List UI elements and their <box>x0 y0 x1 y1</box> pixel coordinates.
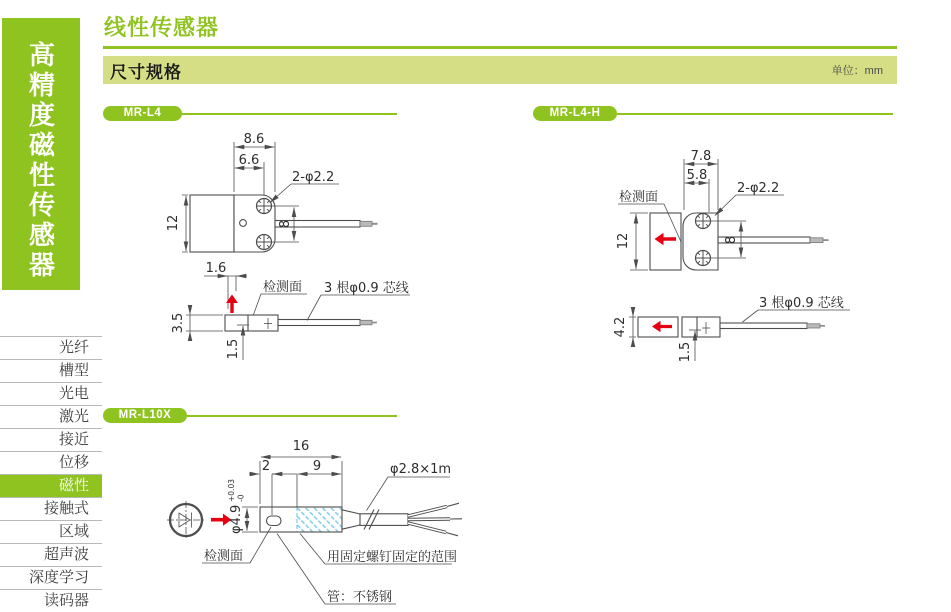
screw-hole-icon <box>696 214 711 229</box>
cable <box>342 503 462 536</box>
tolerance-upper: +0.03 <box>227 479 236 502</box>
sidebar-item-displacement[interactable]: 位移 <box>0 451 102 474</box>
sidebar-item-area[interactable]: 区域 <box>0 520 102 543</box>
sidebar-item-proximity[interactable]: 接近 <box>0 428 102 451</box>
dim-label: 8.6 <box>243 132 265 147</box>
cable <box>720 323 807 329</box>
clamp-range-label: 用固定螺钉固定的范围 <box>327 550 458 565</box>
dim-label: 6.6 <box>238 153 260 168</box>
mr-l10x-drawing <box>167 439 462 605</box>
dim-label: 8 <box>278 219 293 229</box>
sidebar-item-deep-learning[interactable]: 深度学习 <box>0 566 102 589</box>
detection-face-label: 检测面 <box>263 280 303 295</box>
sidebar-item-slot[interactable]: 槽型 <box>0 359 102 382</box>
dim-label: 2-φ2.2 <box>737 181 780 196</box>
sidebar-item-code-reader[interactable]: 读码器 <box>0 589 102 612</box>
dim-label: 7.8 <box>690 149 712 164</box>
front-view <box>167 501 205 539</box>
model-badge-mr-l4-h: MR-L4-H <box>533 106 617 121</box>
sidebar-item-photoelectric[interactable]: 光电 <box>0 382 102 405</box>
dim-label: 4.2 <box>613 316 628 338</box>
tube-material-label: 管：不锈钢 <box>327 590 393 605</box>
mr-l4-h-drawing <box>613 149 850 362</box>
dim-label: 8 <box>724 235 739 245</box>
category-tab[interactable]: 高精度磁性传感器 <box>2 18 80 290</box>
sidebar-item-ultrasonic[interactable]: 超声波 <box>0 543 102 566</box>
model-badge-mr-l10x: MR-L10X <box>103 408 187 423</box>
model-badge-mr-l4: MR-L4 <box>103 106 182 121</box>
tolerance-lower: -0 <box>236 494 246 502</box>
dim-label: 12 <box>166 214 181 232</box>
sidebar-item-fiber-optic[interactable]: 光纤 <box>0 336 102 359</box>
screw-hole-icon <box>257 235 272 250</box>
dim-label: 2 <box>261 459 271 474</box>
detection-window <box>267 516 282 526</box>
mr-l4-drawing <box>166 132 410 360</box>
detection-face-label: 检测面 <box>204 549 244 564</box>
page-title: 线性传感器 <box>104 15 220 40</box>
dim-label: 2-φ2.2 <box>292 170 335 185</box>
dim-label: 5.8 <box>686 168 708 183</box>
sidebar-item-magnetic[interactable]: 磁性 <box>0 474 102 497</box>
dim-label: φ4.9 <box>229 504 244 534</box>
dim-label: 9 <box>312 459 322 474</box>
sidebar-item-contact[interactable]: 接触式 <box>0 497 102 520</box>
cable <box>278 320 360 326</box>
dim-label: 1.6 <box>205 261 227 276</box>
unit-label: 单位：mm <box>831 65 883 77</box>
screw-hole-icon <box>257 199 272 214</box>
cable-spec-label: φ2.8×1m <box>390 462 452 477</box>
clamp-range-hatch <box>297 507 342 532</box>
dim-label: 16 <box>292 439 310 454</box>
sidebar-item-laser[interactable]: 激光 <box>0 405 102 428</box>
section-title: 尺寸规格 <box>110 62 182 82</box>
dim-label: 3.5 <box>171 312 186 334</box>
dim-label: 1.5 <box>678 341 693 363</box>
detection-face-label: 检测面 <box>619 190 659 205</box>
dim-label: 1.5 <box>226 338 241 360</box>
screw-hole-icon <box>696 251 711 266</box>
dim-label: 12 <box>616 232 631 250</box>
cable-label: 3 根φ0.9 芯线 <box>324 281 409 296</box>
cable-label: 3 根φ0.9 芯线 <box>759 296 844 311</box>
